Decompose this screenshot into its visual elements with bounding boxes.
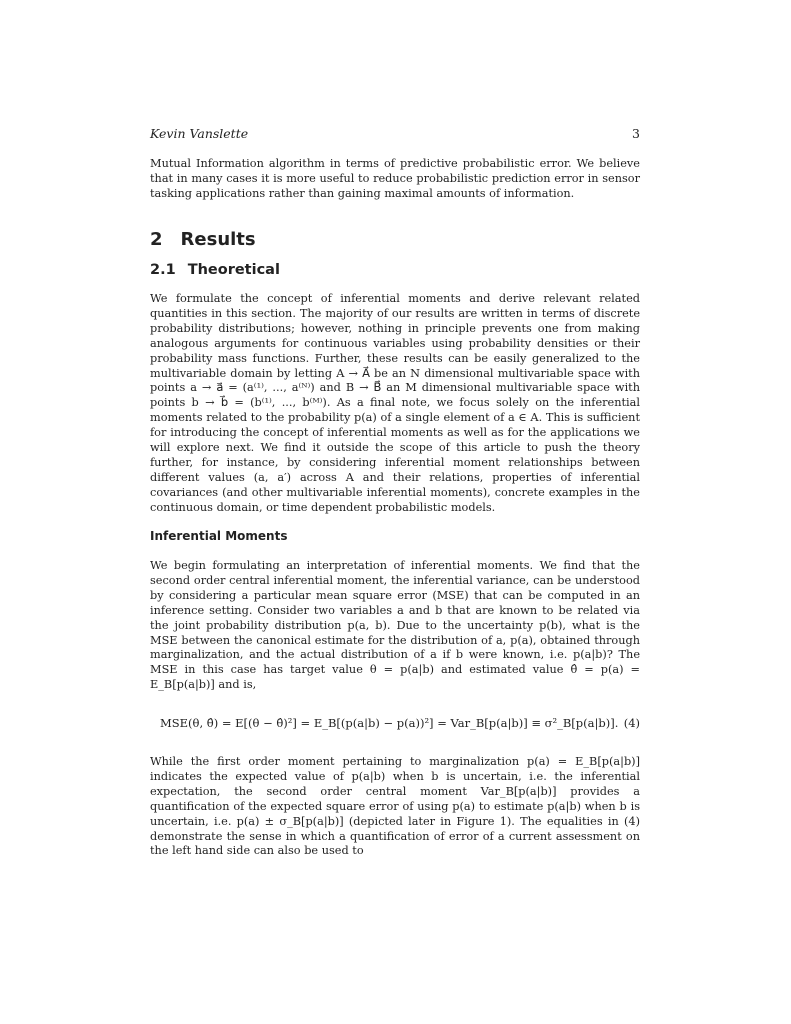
moments-paragraph: We begin formulating an interpretation of inferential moments. We find that the second order central inferential moment, the inferential variance, can be understood by considering a particular mean square error (MSE) that can be computed in an inference setting. Consider two variables a and b that are known to be related via the joint probability distribution p(a, b). Due to the uncertainty p(b), what is the MSE between the canonical estimate for the distribution of a, p(a), obtained through marginalization, and the actual distribution of a if b were known, i.e. p(a|b)? The MSE in this case has target value θ = p(a|b) and estimated value θ̂ = p(a) = E_B[p(a|b)] and is,	[150, 559, 640, 692]
equation-4	[160, 706, 640, 744]
equation-expression: MSE(θ, θ̂) = E[(θ − θ̂)²] = E_B[(p(a|b) − p(a))²] = Var_B[p(a|b)] ≡ σ²_B[p(a|b)].	[160, 716, 619, 730]
closing-paragraph: While the first order moment pertaining to marginalization p(a) = E_B[p(a|b)] indicates the expected value of p(a|b) when b is uncertain, i.e. the inferential expectation, the second order central moment Var_B[p(a|b)] provides a quantification of the expected square error of using p(a) to estimate p(a|b) when b is uncertain, i.e. p(a) ± σ_B[p(a|b)] (depicted later in Figure 1). The equalities in (4) demonstrate the sense in which a quantification of error of a current assessment on the left hand side can also be used to	[150, 755, 640, 858]
subsection-title: Theoretical	[187, 262, 280, 278]
subsection-heading	[150, 262, 280, 278]
section-number: 2	[150, 229, 163, 250]
section-title: Results	[180, 229, 256, 250]
theory-paragraph: We formulate the concept of inferential moments and derive relevant related quantities in this section. The majority of our results are written in terms of discrete probability distributions; however, nothing in principle prevents one from making analogous arguments for continuous variables using probability densities or their probability mass functions. Further, these results can be easily generalized to the multivariable domain by letting A → A⃗ be an N dimensional multivariable space with points a → a⃗ = (a⁽¹⁾, ..., a⁽ᴺ⁾) and B → B⃗ an M dimensional multivariable space with points b → b⃗ = (b⁽¹⁾, ..., b⁽ᴹ⁾). As a final note, we focus solely on the inferential moments related to the probability p(a) of a single element of a ∈ A. This is sufficient for introducing the concept of inferential moments as well as for the applications we will explore next. We find it outside the scope of this article to push the theory further, for instance, by considering inferential moment relationships between different values (a, a′) across A and their relations, properties of inferential covariances (and other multivariable inferential moments), concrete examples in the continuous domain, or time dependent probabilistic models.	[150, 292, 640, 514]
page-number: 3	[632, 126, 640, 141]
subsection-number: 2.1	[150, 262, 176, 278]
author-name: Kevin Vanslette	[150, 126, 249, 141]
running-header	[150, 126, 640, 141]
section-heading	[150, 229, 256, 250]
intro-paragraph: Mutual Information algorithm in terms of predictive probabilistic error. We believe that in many cases it is more useful to reduce probabilistic prediction error in sensor tasking applications rather than gaining maximal amounts of information.	[150, 157, 640, 200]
equation-number: (4)	[623, 716, 640, 730]
paragraph-heading: Inferential Moments	[150, 529, 288, 543]
